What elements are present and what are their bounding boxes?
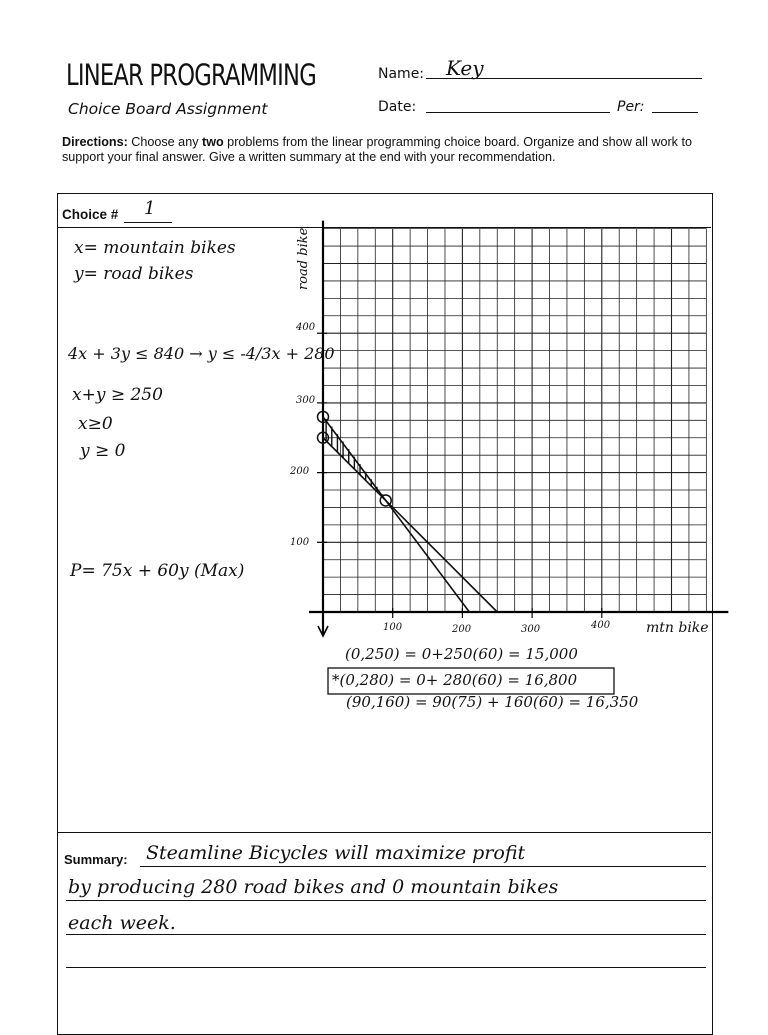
summary-text-3: each week. <box>68 912 176 934</box>
graph-grid <box>323 229 706 612</box>
graph-axes <box>309 221 728 636</box>
directions-bold-two: two <box>202 135 224 149</box>
xtick-100: 100 <box>383 622 403 633</box>
choice-label: Choice # <box>62 207 119 222</box>
page-subtitle: Choice Board Assignment <box>68 100 268 118</box>
date-label: Date: <box>378 99 417 115</box>
constraint-4: y ≥ 0 <box>80 441 126 461</box>
summary-line-1 <box>140 866 706 867</box>
var-y: y= road bikes <box>74 264 194 284</box>
directions-label: Directions: <box>62 135 128 149</box>
constraint-line-1 <box>323 417 469 612</box>
summary-line-4 <box>66 967 706 968</box>
ytick-100: 100 <box>290 537 310 548</box>
name-label: Name: <box>378 66 425 82</box>
choice-value[interactable]: 1 <box>144 198 156 219</box>
summary-line-3 <box>66 934 706 935</box>
page-title: LINEAR PROGRAMMING <box>66 58 316 92</box>
evaluation-90-160: (90,160) = 90(75) + 160(60) = 16,350 <box>346 693 639 711</box>
constraint-3: x≥0 <box>78 414 113 434</box>
y-axis-label: road bike <box>296 227 311 290</box>
var-x: x= mountain bikes <box>74 238 236 258</box>
summary-text-2: by producing 280 road bikes and 0 mountain bikes <box>68 876 559 898</box>
summary-line-2 <box>66 900 706 901</box>
x-axis-label: mtn bike <box>646 620 709 636</box>
ytick-300: 300 <box>296 395 316 406</box>
xtick-200: 200 <box>452 624 472 635</box>
xtick-300: 300 <box>521 624 541 635</box>
xtick-400: 400 <box>591 620 611 631</box>
evaluation-0-280: *(0,280) = 0+ 280(60) = 16,800 <box>332 671 578 689</box>
per-label: Per: <box>617 99 645 115</box>
objective-function: P= 75x + 60y (Max) <box>70 561 245 581</box>
summary-text-1: Steamline Bicycles will maximize profit <box>146 842 526 864</box>
name-field[interactable]: Key <box>446 56 484 80</box>
constraint-2: x+y ≥ 250 <box>72 385 163 405</box>
constraint-1: 4x + 3y ≤ 840 → y ≤ -4/3x + 280 <box>68 344 335 363</box>
directions-part-a: Choose any <box>127 135 202 149</box>
ytick-400: 400 <box>296 322 316 333</box>
ytick-200: 200 <box>290 466 310 477</box>
directions-part-b: problems from the linear programming choice board. Organize and show all work to support your final answer. Give a written summary at the end with your recommendation. <box>62 135 692 164</box>
summary-label: Summary: <box>64 852 128 867</box>
evaluation-0-250: (0,250) = 0+250(60) = 15,000 <box>345 645 578 663</box>
